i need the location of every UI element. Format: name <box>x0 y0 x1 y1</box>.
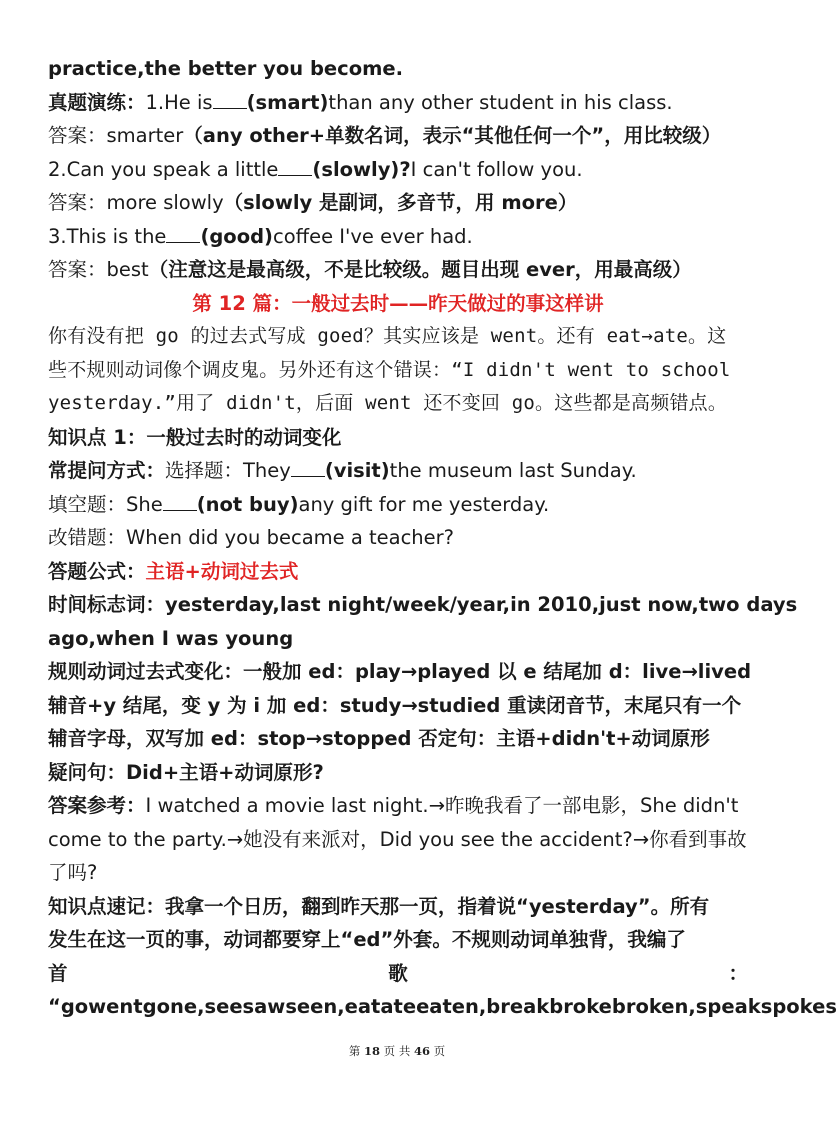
line-text: practice,the better you become. <box>48 57 404 80</box>
paragraph-line <box>48 387 748 421</box>
hint-word: (not buy) <box>196 492 299 516</box>
text-line <box>48 52 748 86</box>
question-text: 2.Can you speak a little <box>48 157 279 181</box>
hint-word: (smart) <box>246 90 329 114</box>
answer-note: （slowly 是副词，多音节，用 more） <box>223 191 578 214</box>
answer-label: 答案： <box>48 258 107 281</box>
time-marker-line <box>48 622 748 656</box>
rule-line <box>48 689 748 723</box>
hint-word: (slowly)? <box>312 157 411 181</box>
page-number: 18 <box>364 1044 381 1058</box>
answer-reference-label: 答案参考： <box>48 794 146 817</box>
memory-tip-text: “gowentgone,seesawseen,eatateeaten,breakbrokebroken,speakspokes <box>48 995 837 1018</box>
paragraph-line <box>48 354 748 388</box>
answer-reference-line <box>48 856 748 890</box>
answer-reference-text: come to the party.→她没有来派对，Did you see the accident?→你看到事故 <box>48 827 747 851</box>
memory-tip-line <box>48 957 748 991</box>
rule-line <box>48 756 748 790</box>
answer-label: 答案： <box>48 191 107 214</box>
section-title-text: 第 12 篇：一般过去时——昨天做过的事这样讲 <box>192 291 604 315</box>
paragraph-text: 些不规则动词像个调皮鬼。另外还有这个错误：“I didn't went to school <box>48 358 731 381</box>
question-text: I can't follow you. <box>410 157 583 181</box>
memory-tip-text: 首 <box>48 961 68 985</box>
formula-label: 答题公式： <box>48 559 146 583</box>
time-marker-text: yesterday,last night/week/year,in 2010,just now,two days <box>165 593 798 616</box>
question-text: 选择题：They <box>165 459 291 482</box>
question-type-line <box>48 488 748 522</box>
time-marker-line <box>48 588 798 622</box>
answer-reference-line <box>48 789 748 823</box>
question-text: 填空题：She <box>48 492 163 516</box>
memory-tip-text: 知识点速记：我拿一个日历，翻到昨天那一页，指着说“yesterday”。所有 <box>48 894 710 918</box>
exercise-line <box>48 86 748 120</box>
answer-text: smarter <box>106 124 184 147</box>
document-body <box>48 52 837 1024</box>
answer-blank <box>163 493 197 511</box>
answer-blank <box>278 158 312 176</box>
memory-tip-text: ： <box>728 961 748 985</box>
paragraph-text: yesterday.”用了 didn't，后面 went 还不变回 go。这些都是高频错点。 <box>48 392 728 414</box>
question-text: 3.This is the <box>48 224 167 248</box>
hint-word: (good) <box>200 224 273 248</box>
time-marker-label: 时间标志词： <box>48 593 166 616</box>
footer-text: 页 <box>433 1044 446 1058</box>
question-text: coffee I've ever had. <box>272 224 473 248</box>
question-text: any gift for me yesterday. <box>298 492 550 516</box>
question-text: than any other student in his class. <box>328 90 673 114</box>
question-type-line <box>48 521 748 555</box>
answer-blank <box>166 225 200 243</box>
memory-tip-text: 歌 <box>388 961 408 985</box>
exercise-line <box>48 220 748 254</box>
total-pages: 46 <box>413 1044 430 1058</box>
footer-text: 页 共 <box>383 1044 411 1058</box>
rule-line <box>48 722 748 756</box>
answer-line <box>48 186 748 220</box>
hint-word: (visit) <box>324 459 390 482</box>
answer-reference-line <box>48 823 748 857</box>
exercise-line <box>48 153 748 187</box>
question-text: 改错题：When did you became a teacher? <box>48 526 455 549</box>
rule-text: 辅音+y 结尾，变 y 为 i 加 ed：study→studied 重读闭音节，末尾只有一个 <box>48 693 742 717</box>
answer-reference-text: I watched a movie last night.→昨晚我看了一部电影，She didn't <box>145 794 739 817</box>
question-type-line <box>48 454 748 488</box>
rule-text: 辅音字母，双写加 ed：stop→stopped 否定句：主语+didn't+动词原形 <box>48 727 710 750</box>
memory-tip-line <box>48 990 837 1024</box>
question-type-label: 常提问方式： <box>48 459 166 482</box>
rule-text: 疑问句：Did+主语+动词原形? <box>48 760 324 784</box>
rule-text: 规则动词过去式变化：一般加 ed：play→played 以 e 结尾加 d：live→lived <box>48 660 752 683</box>
answer-line <box>48 253 748 287</box>
answer-note: （注意这是最高级，不是比较级。题目出现 ever，用最高级） <box>148 258 692 281</box>
heading-text: 知识点 1：一般过去时的动词变化 <box>48 425 342 449</box>
answer-blank <box>291 459 325 477</box>
answer-text: best <box>106 258 149 281</box>
memory-tip-text: 发生在这一页的事，动词都要穿上“ed”外套。不规则动词单独背，我编了 <box>48 928 686 951</box>
answer-line <box>48 119 748 153</box>
rule-line <box>48 655 752 689</box>
formula-line <box>48 555 748 589</box>
knowledge-point-heading <box>48 421 748 455</box>
paragraph-line <box>48 320 748 354</box>
answer-label: 答案： <box>48 124 107 147</box>
formula-text: 主语+动词过去式 <box>145 559 299 583</box>
section-title <box>48 287 748 321</box>
page-footer <box>0 1043 794 1059</box>
question-text: 1.He is <box>145 90 213 114</box>
answer-blank <box>213 91 247 109</box>
answer-note: （any other+单数名词，表示“其他任何一个”，用比较级） <box>183 124 722 147</box>
answer-reference-text: 了吗? <box>48 861 98 884</box>
exercise-label: 真题演练： <box>48 90 146 114</box>
memory-tip-line <box>48 923 748 957</box>
answer-text: more slowly <box>106 191 224 214</box>
memory-tip-line <box>48 890 748 924</box>
paragraph-text: 你有没有把 go 的过去式写成 goed？其实应该是 went。还有 eat→ate。这 <box>48 325 727 347</box>
question-text: the museum last Sunday. <box>389 459 637 482</box>
time-marker-text: ago,when I was young <box>48 626 294 650</box>
footer-text: 第 <box>348 1044 361 1058</box>
